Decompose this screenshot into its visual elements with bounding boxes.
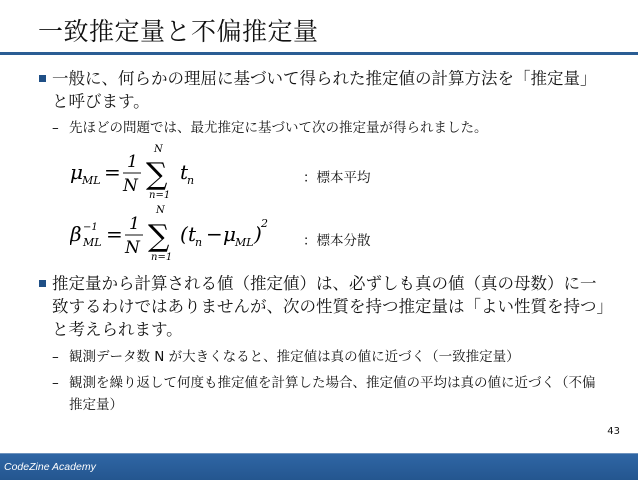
sub-item-3 — [52, 372, 602, 416]
dash-icon: – — [52, 120, 59, 136]
svg-text:n: n — [195, 236, 203, 249]
svg-text:N: N — [156, 205, 165, 216]
formula-sample-mean — [70, 140, 230, 204]
bullet-text: 一般に、何らかの理屈に基づいて得られた推定値の計算方法を「推定量」と呼びます。 — [52, 69, 597, 111]
svg-text:μ: μ — [223, 222, 236, 246]
sub-item-2 — [52, 346, 602, 368]
footer-bar — [0, 453, 638, 480]
svg-text:−1: −1 — [83, 222, 98, 233]
page-title: 一致推定量と不偏推定量 — [38, 17, 319, 46]
svg-text:n: n — [187, 174, 195, 187]
dash-icon: – — [52, 349, 59, 365]
bullet-square-icon — [39, 75, 46, 82]
svg-text:t: t — [188, 222, 197, 246]
footer-brand: CodeZine Academy — [4, 461, 96, 473]
svg-text:t: t — [180, 160, 189, 184]
svg-text:1: 1 — [129, 214, 140, 234]
sub-item-text: 観測データ数 N が大きくなると、推定値は真の値に近づく（一致推定量） — [69, 349, 520, 365]
svg-text:): ) — [254, 222, 262, 246]
svg-text:(: ( — [180, 222, 188, 246]
bullet-text: 推定量から計算される値（推定値）は、必ずしも真の値（真の母数）に一致するわけではありませんが、次の性質を持つ推定量は「よい性質を持つ」と考えられます。 — [52, 274, 605, 339]
svg-text:N: N — [125, 238, 140, 258]
sub-item-text: 観測を繰り返して何度も推定値を計算した場合、推定値の平均は真の値に近づく（不偏推定量） — [69, 375, 596, 413]
svg-text:β: β — [70, 222, 82, 246]
svg-text:N: N — [154, 144, 163, 155]
svg-text:ML: ML — [83, 236, 102, 249]
svg-text:1: 1 — [127, 152, 138, 172]
svg-text:=: = — [104, 160, 121, 184]
svg-text:=: = — [106, 222, 123, 246]
sample-mean-formula-graphic — [70, 140, 230, 200]
dash-icon: – — [52, 375, 59, 391]
bullet-item-1 — [39, 67, 609, 113]
title-divider — [0, 52, 638, 55]
formula-sample-variance — [70, 199, 300, 267]
formula-label-sample-variance: ：標本分散 — [303, 233, 371, 249]
bullet-square-icon — [39, 280, 46, 287]
formula-label-sample-mean: ：標本平均 — [303, 170, 371, 186]
svg-text:μ: μ — [70, 160, 83, 184]
svg-text:−: − — [206, 222, 223, 246]
svg-text:n=1: n=1 — [149, 190, 171, 200]
svg-text:ML: ML — [235, 236, 254, 249]
bullet-item-2 — [39, 272, 609, 341]
svg-text:∑: ∑ — [148, 219, 170, 254]
sub-item-text: 先ほどの問題では、最尤推定に基づいて次の推定量が得られました。 — [69, 120, 488, 136]
sub-item-1 — [52, 117, 602, 139]
svg-text:∑: ∑ — [146, 157, 168, 192]
svg-text:N: N — [123, 176, 138, 196]
svg-text:2: 2 — [261, 217, 268, 230]
svg-text:ML: ML — [82, 174, 101, 187]
page-number: 43 — [607, 426, 620, 437]
svg-text:n=1: n=1 — [151, 252, 173, 263]
sample-variance-formula-graphic — [70, 199, 300, 263]
